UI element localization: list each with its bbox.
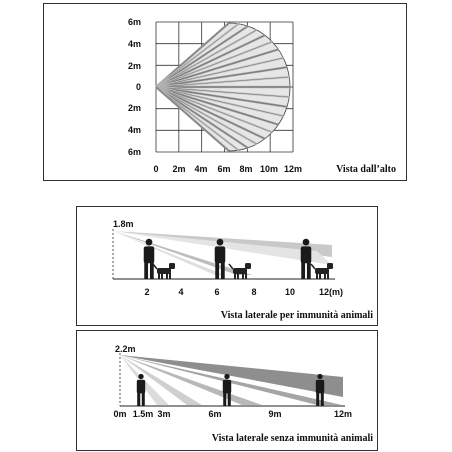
y-label: 6m <box>127 17 141 27</box>
height-label: 1.8m <box>113 219 134 229</box>
height-label: 2.2m <box>115 344 136 354</box>
top-view-y-axis-labels <box>128 17 141 157</box>
dog-head <box>169 263 175 269</box>
side-view-nopet-panel <box>76 330 378 451</box>
y-label: 4m <box>127 125 141 135</box>
person-head <box>303 239 310 246</box>
y-label: 6m <box>127 147 141 157</box>
x-label: 6 <box>214 287 220 297</box>
top-view-diagram <box>44 4 408 182</box>
dog-head <box>327 263 333 269</box>
x-label: 10m <box>259 164 279 174</box>
person-leg <box>144 262 148 279</box>
x-label: 10 <box>284 287 296 297</box>
x-label: 6m <box>217 164 231 174</box>
person-body <box>215 246 226 263</box>
x-label: 4 <box>178 287 184 297</box>
x-label: 2 <box>144 287 150 297</box>
detection-beams-nopet <box>120 355 343 405</box>
side-nopet-x-axis-labels <box>113 409 352 419</box>
dog-leg <box>234 273 236 279</box>
x-label: 2m <box>172 164 186 174</box>
dog-head <box>245 263 251 269</box>
dog-leg <box>166 273 168 279</box>
x-label: 3m <box>157 409 171 419</box>
person-leg <box>223 393 226 406</box>
dog-tail <box>311 264 315 269</box>
dog-leg <box>158 273 160 279</box>
person-leg <box>215 262 219 279</box>
person-body <box>137 380 145 393</box>
person-body <box>144 246 155 263</box>
dog-leg <box>324 273 326 279</box>
person-leg <box>142 393 145 406</box>
person-body <box>301 246 312 263</box>
side-view-nopet-diagram <box>77 331 379 452</box>
person-head <box>138 374 143 379</box>
person-leg <box>316 393 319 406</box>
x-label: 6m <box>208 409 222 419</box>
dog-leg <box>327 273 329 279</box>
side-view-pet-diagram <box>77 207 379 327</box>
x-label: 12m <box>333 409 353 419</box>
dog-leg <box>237 273 239 279</box>
y-label: 4m <box>127 39 141 49</box>
dog-leg <box>169 273 171 279</box>
y-label: 0 <box>135 82 141 92</box>
y-label: 2m <box>127 103 141 113</box>
x-label: 1.5m <box>132 409 154 419</box>
x-label: 4m <box>194 164 208 174</box>
dog-leg <box>316 273 318 279</box>
x-label: 12m <box>283 164 303 174</box>
x-label: 0m <box>113 409 127 419</box>
x-label: 12(m) <box>318 287 344 297</box>
x-label: 8m <box>239 164 253 174</box>
detection-fan-top <box>156 23 290 151</box>
x-label: 0 <box>153 164 159 174</box>
person-body <box>223 380 231 393</box>
person-leg <box>137 393 140 406</box>
person-leg <box>307 262 311 279</box>
person-head <box>317 374 322 379</box>
person-leg <box>228 393 231 406</box>
side-view-pet-panel <box>76 206 378 326</box>
dog-leg <box>319 273 321 279</box>
dog-leg <box>161 273 163 279</box>
side-nopet-caption: Vista laterale senza immunità animali <box>211 433 373 444</box>
dog-leg <box>242 273 244 279</box>
person-leg <box>301 262 305 279</box>
side-pet-caption: Vista laterale per immunità animali <box>220 310 373 321</box>
person-leg <box>221 262 225 279</box>
person-head <box>224 374 229 379</box>
x-label: 8 <box>251 287 257 297</box>
top-view-caption: Vista dall’alto <box>336 164 396 175</box>
x-label: 9m <box>268 409 282 419</box>
y-label: 2m <box>127 61 141 71</box>
dog-leg <box>245 273 247 279</box>
person-head <box>217 239 224 246</box>
person-leg <box>321 393 324 406</box>
top-view-panel <box>43 3 407 181</box>
side-pet-x-axis-labels <box>144 287 343 297</box>
person-head <box>146 239 153 246</box>
top-view-x-axis-labels <box>153 164 302 174</box>
person-body <box>316 380 324 393</box>
